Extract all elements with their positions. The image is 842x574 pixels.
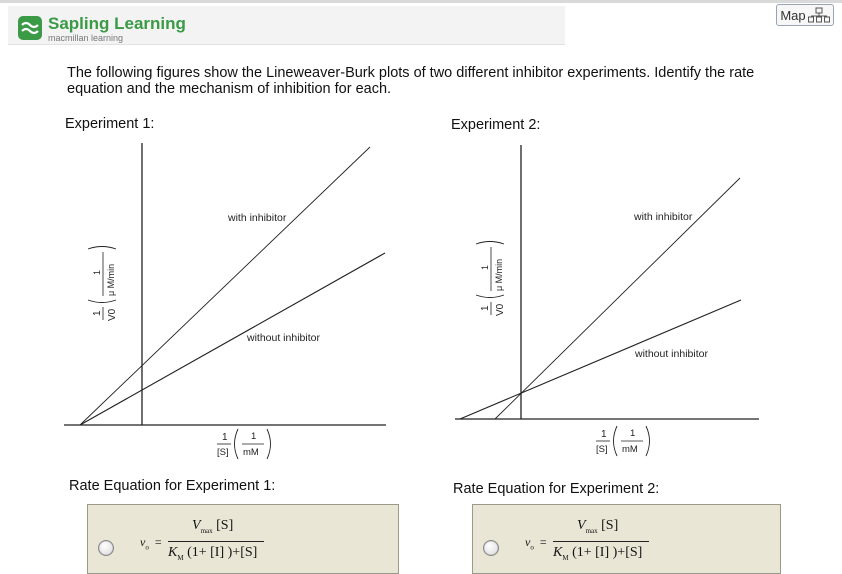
option-radio[interactable] bbox=[483, 540, 499, 556]
experiment-1-title: Experiment 1: bbox=[65, 116, 155, 132]
lhs: $v_o$ = bbox=[140, 535, 162, 552]
svg-text:1: 1 bbox=[222, 432, 228, 443]
rate-equation-2-option[interactable] bbox=[472, 504, 781, 574]
map-label: Map bbox=[780, 7, 806, 23]
brand-name: Sapling Learning bbox=[48, 14, 186, 33]
fraction-bar bbox=[553, 541, 649, 542]
denominator: $K_M$ (1+ [I] )+[S] bbox=[553, 545, 643, 562]
experiment-1-plot bbox=[60, 140, 400, 470]
svg-text:V0: V0 bbox=[495, 303, 506, 316]
experiment-2-plot bbox=[450, 140, 770, 470]
svg-text:1: 1 bbox=[630, 428, 636, 439]
svg-text:μ M/min: μ M/min bbox=[106, 263, 116, 296]
svg-text:[S]: [S] bbox=[596, 444, 608, 455]
svg-text:1: 1 bbox=[480, 305, 491, 311]
x-axis-label bbox=[596, 426, 650, 456]
without-inhibitor-label: without inhibitor bbox=[635, 348, 708, 360]
svg-text:1: 1 bbox=[92, 269, 102, 275]
denominator: $K_M$ (1+ [I] )+[S] bbox=[168, 545, 258, 562]
svg-text:[S]: [S] bbox=[217, 447, 229, 458]
numerator: $V_{max}$ [S] bbox=[192, 518, 234, 535]
svg-text:1: 1 bbox=[251, 431, 257, 442]
svg-text:1: 1 bbox=[92, 310, 103, 316]
with-inhibitor-line bbox=[495, 178, 740, 419]
numerator: $V_{max}$ [S] bbox=[577, 518, 619, 535]
rate-equation-1-option[interactable] bbox=[87, 504, 399, 574]
svg-text:mM: mM bbox=[622, 444, 638, 455]
with-inhibitor-label: with inhibitor bbox=[228, 212, 287, 224]
y-axis-label bbox=[88, 247, 118, 322]
option-radio[interactable] bbox=[98, 540, 114, 556]
svg-text:mM: mM bbox=[243, 447, 259, 458]
svg-text:μ M/min: μ M/min bbox=[494, 258, 504, 291]
map-button[interactable] bbox=[776, 4, 834, 26]
question-intro: The following figures show the Lineweaver-Burk plots of two different inhibitor experiments. Identify the rate equation and the mechanism of inhibition for each. bbox=[67, 65, 755, 97]
experiment-2-title: Experiment 2: bbox=[451, 117, 541, 133]
rate-equation-2-title: Rate Equation for Experiment 2: bbox=[453, 481, 660, 497]
app-header bbox=[8, 6, 565, 45]
lhs: $v_o$ = bbox=[525, 535, 547, 552]
x-axis-label bbox=[217, 429, 271, 459]
top-border bbox=[0, 0, 842, 3]
y-axis-label bbox=[476, 242, 506, 317]
sitemap-icon bbox=[808, 7, 830, 23]
svg-text:V0: V0 bbox=[107, 308, 118, 321]
svg-text:1: 1 bbox=[480, 264, 490, 270]
svg-text:1: 1 bbox=[601, 429, 607, 440]
fraction-bar bbox=[168, 541, 264, 542]
with-inhibitor-label: with inhibitor bbox=[634, 211, 693, 223]
brand-subtitle: macmillan learning bbox=[48, 33, 124, 43]
without-inhibitor-label: without inhibitor bbox=[247, 332, 320, 344]
rate-equation-1-title: Rate Equation for Experiment 1: bbox=[69, 478, 276, 494]
sapling-logo-icon bbox=[18, 16, 42, 40]
